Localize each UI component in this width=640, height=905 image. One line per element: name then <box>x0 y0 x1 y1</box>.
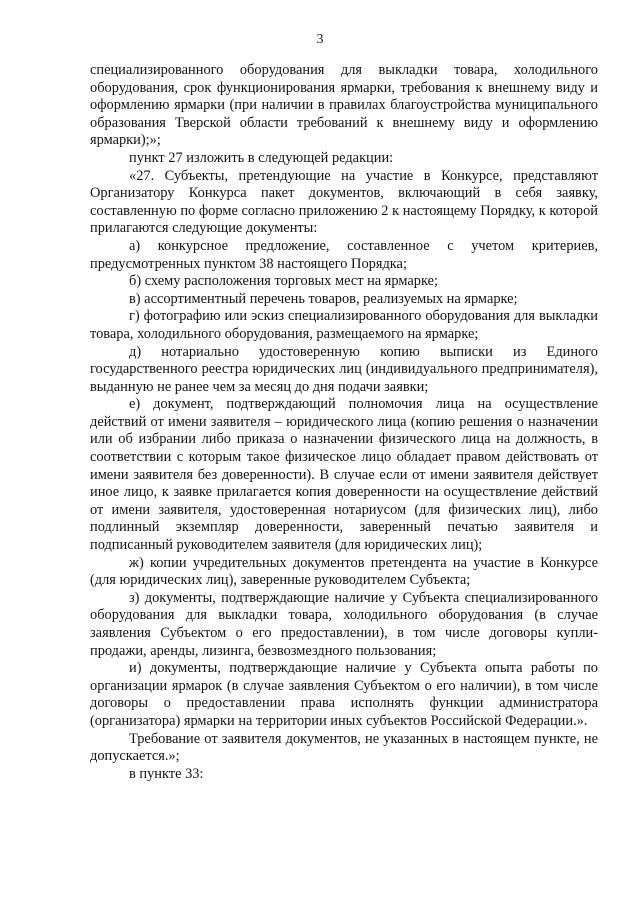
list-item-z: з) документы, подтверждающие наличие у Субъекта специализированного оборудования для выкладки товара, холодильного оборудования (в случае заявления Субъектом о его предоставлении), в том числе договоры купли-продажи, аренды, лизинга, безвозмездного пользования; <box>90 589 598 659</box>
list-item-d: д) нотариально удостоверенную копию выписки из Единого государственного реестра юридических лиц (индивидуального предпринимателя), выданную не ранее чем за месяц до дня подачи заявки; <box>90 343 598 395</box>
page-number: 3 <box>316 32 324 47</box>
list-item-a: а) конкурсное предложение, составленное с учетом критериев, предусмотренных пунктом 38 настоящего Порядка; <box>90 237 598 272</box>
list-item-v: в) ассортиментный перечень товаров, реализуемых на ярмарке; <box>129 290 518 307</box>
list-item-b: б) схему расположения торговых мест на ярмарке; <box>129 273 438 290</box>
list-item-e: е) документ, подтверждающий полномочия лица на осуществление действий от имени заявителя – юридического лица (копию решения о назначении или об избрании либо приказа о назначении физического лица на должность, в соответствии с которым такое физическое лицо обладает правом действовать от имени заявителя без доверенности). В случае если от имени заявителя действует иное лицо, к заявке прилагается копия доверенности на осуществление действий от имени заявителя, удостоверенная нотариусом (для физических лиц), либо подлинный экземпляр доверенности, заверенный печатью заявителя и подписанный руководителем заявителя (для юридических лиц); <box>90 396 598 554</box>
paragraph-item-27: «27. Субъекты, претендующие на участие в Конкурсе, представляют Организатору Конкурса пакет документов, включающий в себя заявку, составленную по форме согласно приложению 2 к настоящему Порядку, к которой прилагаются следующие документы: <box>90 167 598 237</box>
list-item-zh: ж) копии учредительных документов претендента на участие в Конкурсе (для юридических лиц), заверенные руководителем Субъекта; <box>90 554 598 589</box>
paragraph-amendment-27: пункт 27 изложить в следующей редакции: <box>129 149 394 166</box>
document-body <box>90 62 598 783</box>
paragraph-item-33: в пункте 33: <box>129 765 204 782</box>
list-item-g: г) фотографию или эскиз специализированного оборудования для выкладки товара, холодильного оборудования, размещаемого на ярмарке; <box>90 308 598 342</box>
paragraph-continuation: специализированного оборудования для выкладки товара, холодильного оборудования, срок функционирования ярмарки, требования к внешнему виду и оформлению ярмарки (при наличии в правилах благоустройства муниципального образования Тверской области требований к внешнему виду и оформлению ярмарки);»; <box>90 62 598 149</box>
list-item-i: и) документы, подтверждающие наличие у Субъекта опыта работы по организации ярмарок (в случае заявления Субъектом о его наличии), в том числе договоры о предоставлении права исполнять функции администратора (организатора) ярмарки на территории иных субъектов Российской Федерации.». <box>90 660 598 729</box>
paragraph-requirement: Требование от заявителя документов, не указанных в настоящем пункте, не допускается.»; <box>90 730 598 765</box>
